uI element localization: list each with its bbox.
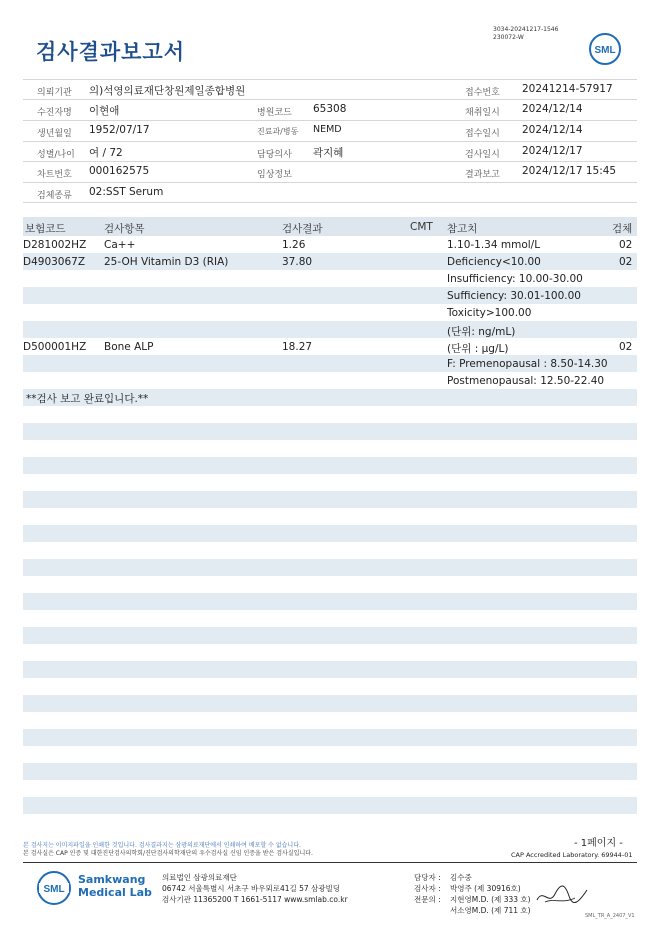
cap-accreditation: CAP Accredited Laboratory. 69944-01 xyxy=(511,851,633,859)
value-report-date: 2024/12/17 15:45 xyxy=(522,165,617,177)
row-item: Bone ALP xyxy=(104,341,154,353)
value-physician: 곽지혜 xyxy=(313,147,344,159)
row-reference: Sufficiency: 30.01-100.00 xyxy=(447,290,581,302)
label-physician: 담당의사 xyxy=(257,150,292,160)
svg-text:SML: SML xyxy=(594,45,616,56)
row-result: 37.80 xyxy=(282,256,313,268)
label-collection-date: 채취일시 xyxy=(465,108,500,118)
value-department: NEMD xyxy=(313,124,342,135)
label-chart-number: 차트번호 xyxy=(37,170,72,180)
signature-icon xyxy=(535,880,590,910)
row-reference: Deficiency<10.00 xyxy=(447,256,541,268)
label-specimen-type: 검체종류 xyxy=(37,191,72,201)
value-patient-name: 이현애 xyxy=(89,105,120,117)
row-reference: Postmenopausal: 12.50-22.40 xyxy=(447,375,605,387)
row-specimen: 02 xyxy=(619,341,633,353)
staff-label: 담당자 : xyxy=(414,873,441,882)
staff-value: 서소영M.D. (제 711 호) xyxy=(450,906,531,915)
sml-logo-icon xyxy=(588,32,622,66)
row-reference: 1.10-1.34 mmol/L xyxy=(447,239,541,251)
samkwang-logo-icon xyxy=(36,870,72,906)
footer-notice: 본 검사지는 이미지파일을 인쇄한 것입니다. 검사결과지는 삼광의료재단에서 인쇄하여 배포할 수 없습니다. 본 검사실은 CAP 인증 및 대한진단검사의학회/진단검사의학재단의 우수검사실 신임 인증을 받은 검사실입니다. xyxy=(23,842,313,857)
row-reference: Toxicity>100.00 xyxy=(447,307,532,319)
value-sex-age: 여 / 72 xyxy=(89,147,123,159)
label-birth-date: 생년월일 xyxy=(37,129,72,139)
header-result: 검사결과 xyxy=(282,223,323,235)
report-title: 검사결과보고서 xyxy=(36,40,186,64)
label-clinical-info: 임상정보 xyxy=(257,170,292,180)
row-code: D4903067Z xyxy=(23,256,86,268)
row-specimen: 02 xyxy=(619,239,633,251)
row-item: Ca++ xyxy=(104,239,136,251)
row-reference: (단위 : μg/L) xyxy=(447,343,509,355)
row-reference: Insufficiency: 10.00-30.00 xyxy=(447,273,583,285)
org-name: 의료법인 삼광의료재단 xyxy=(162,873,237,882)
value-accession-number: 20241214-57917 xyxy=(522,83,613,95)
staff-value: 박영주 (제 30916호) xyxy=(450,884,521,893)
value-specimen-type: 02:SST Serum xyxy=(89,186,164,198)
org-address: 06742 서울특별시 서초구 바우뫼로41길 57 삼광빌딩 xyxy=(162,884,341,893)
label-hospital-code: 병원코드 xyxy=(257,108,292,118)
row-reference: (단위: ng/mL) xyxy=(447,326,516,338)
label-requesting-institution: 의뢰기관 xyxy=(37,88,72,98)
report-complete-note: **검사 보고 완료입니다.** xyxy=(26,393,149,405)
label-test-date: 검사일시 xyxy=(465,150,500,160)
svg-text:SML: SML xyxy=(43,884,65,895)
label-accession-number: 접수번호 xyxy=(465,88,500,98)
header-cmt: CMT xyxy=(410,221,433,233)
row-item: 25-OH Vitamin D3 (RIA) xyxy=(104,256,229,268)
label-received-date: 접수일시 xyxy=(465,129,500,139)
row-result: 18.27 xyxy=(282,341,313,353)
document-id: 3034-20241217-1546 230072-W xyxy=(493,26,559,41)
value-collection-date: 2024/12/14 xyxy=(522,103,583,115)
value-requesting-institution: 의)석영의료재단창원제일종합병원 xyxy=(89,85,246,97)
lab-name: Samkwang Medical Lab xyxy=(78,873,152,899)
label-patient-name: 수진자명 xyxy=(37,108,72,118)
value-birth-date: 1952/07/17 xyxy=(89,124,150,136)
page-number: - 1페이지 - xyxy=(574,838,623,849)
form-code: SML_TR_A_2407_V1 xyxy=(585,913,635,919)
label-report-date: 결과보고 xyxy=(465,170,500,180)
row-code: D281002HZ xyxy=(23,239,87,251)
row-reference: F: Premenopausal : 8.50-14.30 xyxy=(447,358,608,370)
footer-divider xyxy=(23,862,637,863)
value-hospital-code: 65308 xyxy=(313,103,347,115)
header-reference: 참고치 xyxy=(447,223,478,235)
row-result: 1.26 xyxy=(282,239,306,251)
label-department: 진료과/병동 xyxy=(257,127,299,136)
staff-label: 전문의 : xyxy=(414,895,441,904)
staff-label: 검사자 : xyxy=(414,884,441,893)
value-received-date: 2024/12/14 xyxy=(522,124,583,136)
row-specimen: 02 xyxy=(619,256,633,268)
org-contact: 검사기관 11365200 T 1661-5117 www.smlab.co.kr xyxy=(162,895,348,904)
header-insurance-code: 보험코드 xyxy=(25,223,66,235)
value-test-date: 2024/12/17 xyxy=(522,145,583,157)
header-specimen: 검체 xyxy=(612,223,633,235)
staff-value: 김수중 xyxy=(450,873,472,882)
header-test-item: 검사항목 xyxy=(104,223,145,235)
label-sex-age: 성별/나이 xyxy=(37,150,75,160)
staff-value: 지현영M.D. (제 333 호) xyxy=(450,895,531,904)
row-code: D500001HZ xyxy=(23,341,87,353)
value-chart-number: 000162575 xyxy=(89,165,150,177)
